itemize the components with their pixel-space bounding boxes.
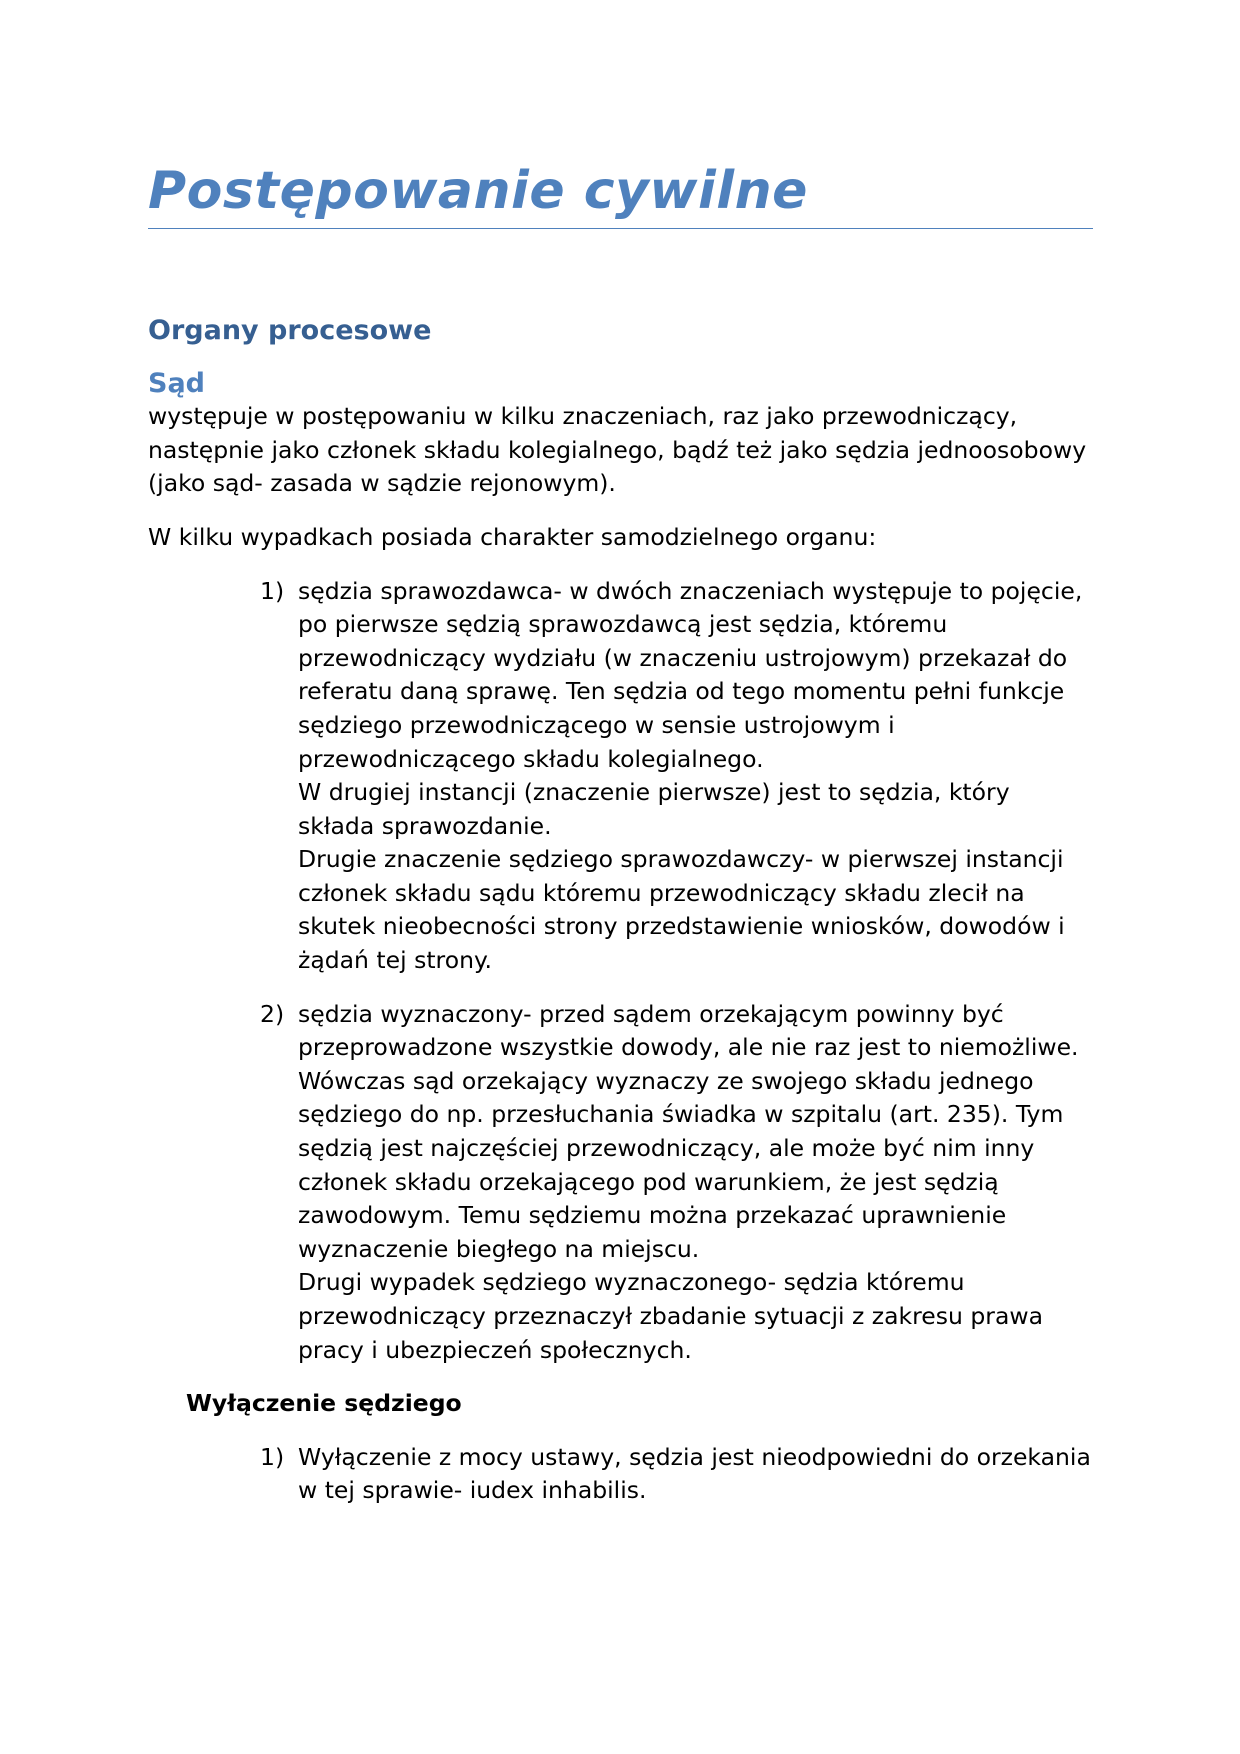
list-item-paragraph: W drugiej instancji (znaczenie pierwsze) jest to sędzia, który składa sprawozdanie. [298, 778, 1010, 840]
list-item-wylaczenie-z-mocy-ustawy [260, 1441, 1093, 1508]
title-underline [148, 228, 1093, 229]
sad-lead-paragraph: W kilku wypadkach posiada charakter samodzielnego organu: [148, 522, 877, 551]
list-marker: 2) [260, 999, 285, 1028]
list-item-paragraph: sędzia sprawozdawca- w dwóch znaczeniach występuje to pojęcie, po pierwsze sędzią sprawozdawcą jest sędzia, któremu przewodniczący wydziału (w znaczeniu ustrojowym) przekazał do referatu daną sprawę. Ten sędzia od tego momentu pełni funkcje sędziego przewodniczącego w sensie ustrojowym i przewodniczącego składu kolegialnego. [298, 576, 1083, 773]
subheading-wylaczenie-sedziego: Wyłączenie sędziego [186, 1389, 462, 1418]
list-item-sedzia-wyznaczony [260, 998, 1093, 1368]
document-page [148, 160, 1093, 1528]
list-item-paragraph: Wyłączenie z mocy ustawy, sędzia jest nieodpowiedni do orzekania w tej sprawie- iudex inhabilis. [298, 1442, 1091, 1505]
sad-intro-paragraph: występuje w postępowaniu w kilku znaczeniach, raz jako przewodniczący, następnie jako członek składu kolegialnego, bądź też jako sędzia jednoosobowy (jako sąd- zasada w sądzie rejonowym). [148, 402, 1087, 498]
list-item-paragraph: Drugi wypadek sędziego wyznaczonego- sędzia któremu przewodniczący przeznaczył zbadanie sytuacji z zakresu prawa pracy i ubezpieczeń społecznych. [298, 1268, 1043, 1364]
section-heading-organy-procesowe: Organy procesowe [148, 315, 432, 347]
list-marker: 1) [260, 1442, 285, 1471]
list-item-paragraph: sędzia wyznaczony- przed sądem orzekającym powinny być przeprowadzone wszystkie dowody, ale nie raz jest to niemożliwe. Wówczas sąd orzekający wyznaczy ze swojego składu jednego sędziego do np. przesłuchania świadka w szpitalu (art. 235). Tym sędzią jest najczęściej przewodniczący, ale może być nim inny członek składu orzekającego pod warunkiem, że jest sędzią zawodowym. Temu sędziemu można przekazać uprawnienie wyznaczenie biegłego na miejscu. [298, 999, 1079, 1263]
list-item-paragraph: Drugie znaczenie sędziego sprawozdawczy- w pierwszej instancji członek składu sądu któremu przewodniczący składu zlecił na skutek nieobecności strony przedstawienie wniosków, dowodów i żądań tej strony. [298, 845, 1065, 975]
subsection-heading-sad: Sąd [148, 367, 205, 399]
document-title: Postępowanie cywilne [148, 161, 808, 221]
exclusion-numbered-list [148, 1441, 1093, 1508]
list-item-sedzia-sprawozdawca [260, 575, 1093, 978]
sad-numbered-list [148, 575, 1093, 1368]
list-marker: 1) [260, 576, 285, 605]
